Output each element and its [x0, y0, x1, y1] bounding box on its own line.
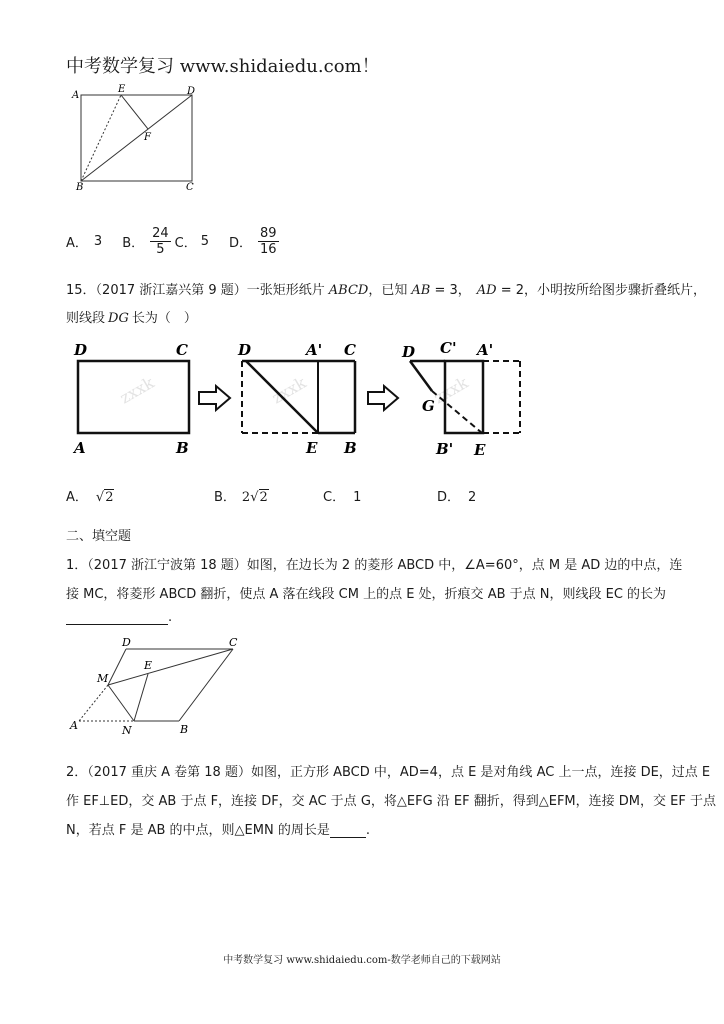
- q15-ad: AD: [476, 283, 497, 298]
- q15-r2-label-d: D: [238, 341, 252, 359]
- q14-label-a: A: [72, 90, 80, 101]
- fill2-line3-end: .: [365, 823, 370, 838]
- q15-option-b: [214, 486, 269, 505]
- fill1-label-m: M: [97, 672, 109, 685]
- q14-option-a-label: A．: [66, 235, 88, 251]
- fill1-side-cb: [179, 649, 233, 721]
- fill1-label-n: N: [122, 724, 132, 737]
- q14-option-b-denominator: 5: [156, 241, 165, 257]
- q14-label-e: E: [118, 84, 126, 95]
- page-footer: 中考数学复习 www.shidaiedu.com-数学老师自己的下载网站: [223, 955, 501, 966]
- q15-abcd: ABCD: [328, 283, 369, 298]
- q15-r3-label-b1: B': [436, 440, 454, 458]
- q15-r1-label-b: B: [176, 439, 189, 457]
- fill2-line2: 作 EF⊥ED，交 AB 于点 F，连接 DF，交 AC 于点 G，将△EFG 沿 EF 翻折，得到△EFM，连接 DM，交 EF 于点: [66, 794, 716, 809]
- fill2-line3-text: N，若点 F 是 AB 的中点，则△EMN 的周长是: [66, 823, 330, 838]
- q15-option-d-label: D．: [437, 490, 461, 505]
- q15-option-a-radicand: 2: [105, 490, 114, 505]
- q15-arrow-2-icon: [368, 386, 398, 410]
- q15-r2-diagonal: [246, 361, 318, 433]
- fill1-segment-mc: [108, 649, 233, 685]
- q14-option-a-value: 3: [93, 233, 103, 249]
- q15-option-c: [323, 486, 361, 505]
- fill1-label-d: D: [122, 636, 131, 649]
- q15-option-b-sqrt: √2: [250, 490, 268, 505]
- fill1-figure: [64, 634, 250, 738]
- fill2-answer-blank[interactable]: [330, 823, 366, 838]
- q14-label-b: B: [76, 182, 84, 193]
- fill1-label-c: C: [229, 636, 238, 649]
- q15-option-b-radicand: 2: [259, 490, 268, 505]
- q15-watermark-2: zxxk: [268, 372, 310, 408]
- q15-r2-label-e: E: [306, 439, 318, 457]
- fill1-label-a: A: [70, 719, 78, 732]
- q14-option-b-numerator: 24: [152, 225, 169, 241]
- q15-r3-label-e: E: [474, 441, 486, 459]
- q15-stem-line2: [66, 307, 197, 326]
- fill1-segment-am-dashed: [79, 685, 108, 721]
- q14-figure: [64, 82, 204, 194]
- q14-segment-ef: [121, 95, 148, 129]
- q15-eq2: = 2，小明按所给图步骤折叠纸片，: [496, 283, 707, 298]
- q15-watermark-3: zxxk: [430, 372, 472, 408]
- q15-r3-label-d: D: [402, 343, 416, 361]
- q14-label-f: F: [144, 132, 151, 143]
- q14-option-d-denominator: 16: [260, 241, 277, 257]
- q14-option-d-fraction: [258, 226, 279, 257]
- q14-segment-be: [81, 95, 121, 181]
- fill1-segment-en: [134, 674, 148, 721]
- q14-label-c: C: [186, 182, 194, 193]
- fill1-label-b: B: [180, 723, 189, 736]
- q15-eq3: = 3，: [430, 283, 471, 298]
- q15-r3-label-c1: C': [440, 339, 457, 357]
- q14-option-d-label: D．: [229, 235, 253, 251]
- q14-option-b-label: B．: [122, 235, 145, 251]
- fill1-line2: 接 MC，将菱形 ABCD 翻折，使点 A 落在线段 CM 上的点 E 处，折痕交 AB 于点 N，则线段 EC 的长为: [66, 587, 667, 602]
- q15-r3-diagonal-solid: [410, 361, 432, 391]
- q14-option-d-numerator: 89: [260, 225, 277, 241]
- fill1-line3: [66, 610, 172, 625]
- q15-option-b-coefficient: 2: [241, 490, 251, 505]
- q15-stem-part2: ，已知: [368, 283, 408, 298]
- q15-option-c-value: 1: [353, 490, 362, 505]
- q15-dg: DG: [108, 311, 129, 326]
- q15-r1-label-c: C: [176, 341, 188, 359]
- q15-r2-label-a1: A': [306, 341, 323, 359]
- q15-stem-part1: 15．（2017 浙江嘉兴第 9 题）一张矩形纸片: [66, 283, 325, 298]
- q14-option-c-value: 5: [200, 233, 210, 249]
- fill1-label-e: E: [144, 659, 153, 672]
- q15-r3-label-g: G: [422, 397, 435, 415]
- q15-r1-label-d: D: [74, 341, 88, 359]
- page-header: 中考数学复习 www.shidaiedu.com！: [66, 56, 380, 77]
- q15-r1-label-a: A: [74, 439, 86, 457]
- fill1-fold-mn: [108, 685, 134, 721]
- q15-watermark-1: zxxk: [116, 372, 158, 408]
- q14-diagonal-bd: [81, 95, 192, 181]
- q15-option-a-label: A．: [66, 490, 88, 505]
- q15-stem-line1: [66, 279, 706, 298]
- q15-option-a-sqrt: √2: [95, 490, 114, 505]
- q15-r3-label-a1: A': [477, 341, 494, 359]
- q15-option-d-value: 2: [468, 490, 477, 505]
- fill1-line1: 1．（2017 浙江宁波第 18 题）如图，在边长为 2 的菱形 ABCD 中，∠A=60°，点 M 是 AD 边的中点，连: [66, 558, 683, 573]
- q14-options: [66, 223, 279, 259]
- q15-option-d: [437, 486, 476, 505]
- fill1-side-dm: [108, 649, 126, 685]
- q15-folding-figure: [66, 336, 536, 462]
- q15-option-b-label: B．: [214, 490, 236, 505]
- q15-r2-label-c: C: [344, 341, 356, 359]
- q15-option-a: [66, 486, 114, 505]
- q15-line2-part2: 长为（ ）: [131, 311, 197, 326]
- fill2-line3: [66, 819, 370, 838]
- q14-option-b-fraction: [150, 226, 171, 257]
- fill1-line3-end: .: [168, 610, 173, 625]
- q15-r2-label-b: B: [344, 439, 357, 457]
- q15-arrow-1-icon: [199, 386, 230, 410]
- fill1-answer-blank[interactable]: [66, 610, 168, 625]
- q14-label-d: D: [187, 86, 196, 97]
- section-title: 二、填空题: [66, 529, 132, 544]
- fill2-line1: 2．（2017 重庆 A 卷第 18 题）如图，正方形 ABCD 中，AD=4，点 E 是对角线 AC 上一点，连接 DE，过点 E: [66, 765, 711, 780]
- q15-line2-part1: 则线段: [66, 311, 106, 326]
- q15-ab: AB: [411, 283, 431, 298]
- q14-option-c-label: C．: [174, 235, 197, 251]
- q15-option-c-label: C．: [323, 490, 346, 505]
